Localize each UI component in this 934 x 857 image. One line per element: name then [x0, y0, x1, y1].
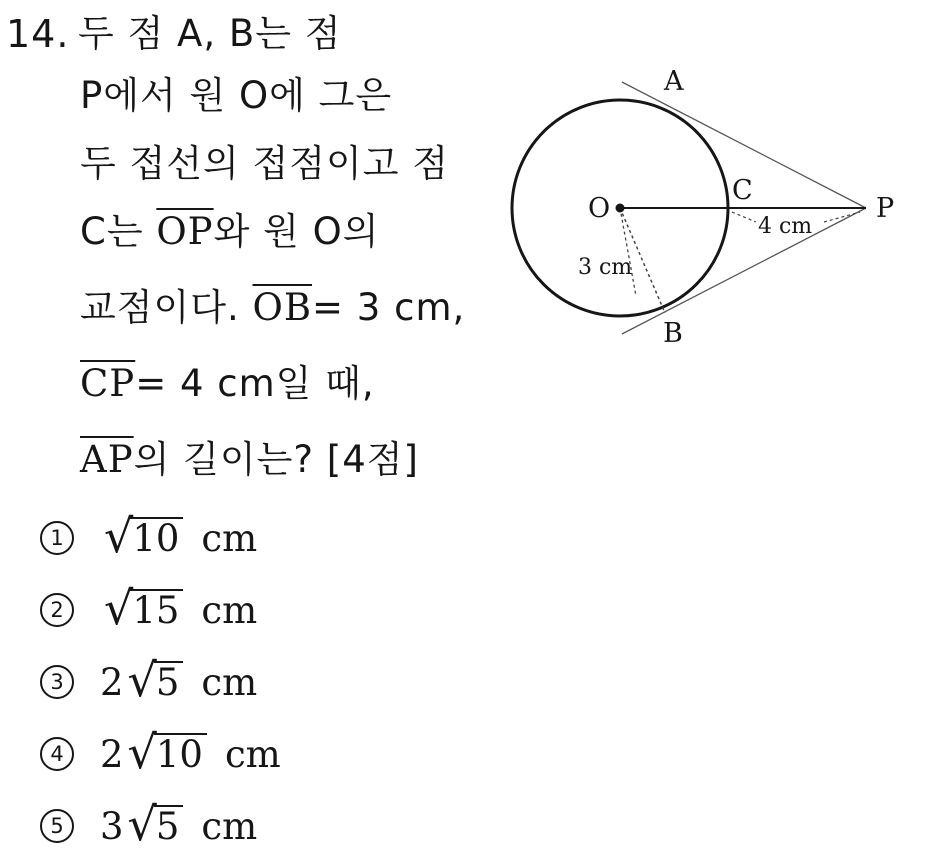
cp-bracket-left	[732, 212, 756, 222]
choice-3-unit: cm	[201, 660, 258, 704]
choice-4-radicand: 10	[154, 733, 207, 775]
guide-dotted-line	[620, 208, 636, 296]
sqrt-icon: √	[127, 653, 157, 707]
question-line-4-post: 와 원 O의	[213, 210, 380, 253]
sqrt-icon: √	[104, 509, 134, 563]
segment-cp: $\overline{CP}$	[80, 362, 136, 405]
tangent-line-pb	[622, 208, 866, 334]
question-number: 14.	[6, 12, 70, 56]
choice-5-coef: 3	[100, 804, 124, 848]
sqrt-icon: √	[127, 797, 157, 851]
question-line-5-pre: 교점이다.	[80, 286, 253, 329]
choice-3-coef: 2	[100, 660, 124, 704]
label-length-cp: 4 cm	[758, 214, 813, 239]
label-p: P	[876, 193, 895, 224]
choice-3-radicand: 5	[154, 661, 184, 703]
question-line-2: P에서 원 O에 그은	[80, 74, 393, 117]
choice-1-mark: 1	[40, 521, 74, 555]
choice-4-mark: 4	[40, 737, 74, 771]
choice-5-mark: 5	[40, 809, 74, 843]
label-c: C	[732, 175, 753, 206]
question-line-7-post: 의 길이는? [4점]	[133, 438, 419, 481]
choice-2-radicand: 15	[130, 589, 183, 631]
segment-ob: $\overline{OB}$	[252, 286, 313, 329]
choice-5-radicand: 5	[154, 805, 184, 847]
segment-op: $\overline{OP}$	[156, 210, 214, 253]
question-line-4-pre: C는	[80, 210, 157, 253]
question-line-1: 두 점 A, B는 점	[78, 12, 342, 55]
choice-1-radicand: 10	[130, 517, 183, 559]
segment-ap: $\overline{AP}$	[80, 438, 134, 481]
choice-3-mark: 3	[40, 665, 74, 699]
label-length-ob: 3 cm	[578, 255, 633, 280]
choice-4-unit: cm	[224, 732, 281, 776]
label-o: O	[588, 193, 611, 224]
choice-2-mark: 2	[40, 593, 74, 627]
label-b: B	[663, 318, 683, 349]
point-o	[616, 204, 625, 213]
choice-5-unit: cm	[201, 804, 258, 848]
question-line-6-post: = 4 cm일 때,	[135, 362, 375, 405]
label-a: A	[664, 66, 684, 97]
sqrt-icon: √	[104, 581, 134, 635]
question-line-3: 두 접선의 접점이고 점	[80, 142, 449, 185]
choice-2-unit: cm	[201, 588, 258, 632]
choice-1-unit: cm	[201, 516, 258, 560]
question-line-5-post: = 3 cm,	[312, 286, 466, 329]
choice-4-coef: 2	[100, 732, 124, 776]
sqrt-icon: √	[127, 725, 157, 779]
